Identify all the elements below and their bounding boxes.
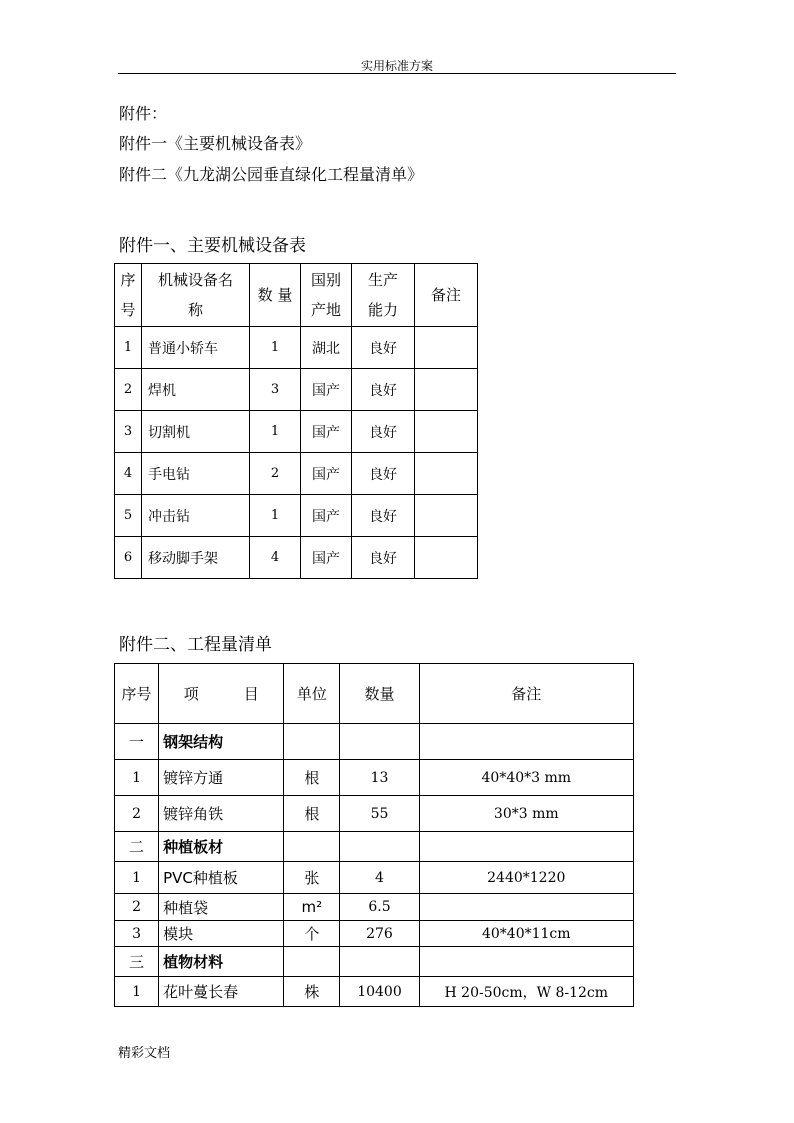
row-number: 2 [115, 894, 159, 921]
item-qty: 55 [340, 796, 419, 832]
item-name: PVC种植板 [159, 862, 284, 894]
table-row [115, 327, 478, 369]
group-qty [340, 724, 419, 760]
equipment-capacity: 良好 [352, 369, 415, 411]
item-note: 30*3 mm [419, 796, 633, 832]
row-number: 5 [115, 495, 142, 537]
col-unit-header: 单位 [284, 664, 340, 724]
item-qty: 4 [340, 862, 419, 894]
group-name: 种植板材 [159, 832, 284, 862]
equipment-name: 冲击钻 [142, 495, 250, 537]
row-number: 3 [115, 921, 159, 947]
equipment-capacity: 良好 [352, 327, 415, 369]
group-name: 植物材料 [159, 947, 284, 977]
row-number: 2 [115, 796, 159, 832]
col-capacity-header [352, 264, 415, 327]
item-qty: 276 [340, 921, 419, 947]
equipment-name: 切割机 [142, 411, 250, 453]
equipment-capacity: 良好 [352, 411, 415, 453]
group-unit [284, 947, 340, 977]
item-qty: 6.5 [340, 894, 419, 921]
equipment-note [415, 411, 478, 453]
equipment-qty: 3 [250, 369, 301, 411]
equipment-capacity: 良好 [352, 495, 415, 537]
equipment-origin: 国产 [301, 411, 352, 453]
table-row [115, 894, 634, 921]
table-row [115, 411, 478, 453]
group-number: 三 [115, 947, 159, 977]
col-seq-header-line2: 号 [120, 301, 136, 319]
item-unit: m² [284, 894, 340, 921]
col-name-header [142, 264, 250, 327]
group-number: 一 [115, 724, 159, 760]
header-rule [118, 73, 676, 74]
group-unit [284, 832, 340, 862]
item-unit: 根 [284, 796, 340, 832]
page-header: 实用标准方案 [360, 59, 433, 73]
item-note [419, 894, 633, 921]
item-name: 镀锌方通 [159, 760, 284, 796]
equipment-name: 焊机 [142, 369, 250, 411]
equipment-table [114, 263, 478, 579]
item-unit: 根 [284, 760, 340, 796]
equipment-origin: 国产 [301, 453, 352, 495]
quantities-section-title: 附件二、工程量清单 [119, 635, 272, 655]
equipment-name: 普通小轿车 [142, 327, 250, 369]
equipment-note [415, 537, 478, 579]
col-note-header: 备注 [415, 264, 478, 327]
col-seq-header: 序号 [115, 664, 159, 724]
group-unit [284, 724, 340, 760]
group-qty [340, 832, 419, 862]
equipment-qty: 1 [250, 327, 301, 369]
row-number: 1 [115, 327, 142, 369]
group-note [419, 832, 633, 862]
col-origin-header [301, 264, 352, 327]
item-note: 2440*1220 [419, 862, 633, 894]
equipment-origin: 国产 [301, 369, 352, 411]
equipment-capacity: 良好 [352, 453, 415, 495]
item-note: 40*40*11cm [419, 921, 633, 947]
col-seq-header-line1: 序 [120, 271, 136, 289]
item-unit: 个 [284, 921, 340, 947]
group-row [115, 947, 634, 977]
equipment-qty: 2 [250, 453, 301, 495]
table-row [115, 369, 478, 411]
page-footer: 精彩文档 [118, 1046, 171, 1061]
quantities-table [114, 663, 634, 1007]
table-row [115, 977, 634, 1007]
row-number: 3 [115, 411, 142, 453]
equipment-qty: 1 [250, 495, 301, 537]
item-name: 花叶蔓长春 [159, 977, 284, 1007]
group-note [419, 724, 633, 760]
col-seq-header [115, 264, 142, 327]
table-row [115, 862, 634, 894]
item-name: 模块 [159, 921, 284, 947]
attachments-label: 附件： [119, 104, 168, 123]
group-row [115, 832, 634, 862]
group-qty [340, 947, 419, 977]
item-unit: 张 [284, 862, 340, 894]
col-capacity-header-line1: 生产 [367, 271, 398, 289]
equipment-note [415, 495, 478, 537]
group-note [419, 947, 633, 977]
row-number: 4 [115, 453, 142, 495]
attachment-2-title: 附件二《九龙湖公园垂直绿化工程量清单》 [119, 165, 424, 184]
col-origin-header-line1: 国别 [310, 271, 341, 289]
quantities-header-row [115, 664, 634, 724]
equipment-capacity: 良好 [352, 537, 415, 579]
item-qty: 10400 [340, 977, 419, 1007]
equipment-note [415, 453, 478, 495]
col-note-header: 备注 [419, 664, 633, 724]
equipment-note [415, 327, 478, 369]
equipment-section-title: 附件一、主要机械设备表 [119, 236, 306, 256]
col-origin-header-line2: 产地 [310, 301, 341, 319]
row-number: 1 [115, 760, 159, 796]
col-name-header-line1: 机械设备名 [157, 271, 233, 289]
group-number: 二 [115, 832, 159, 862]
equipment-qty: 1 [250, 411, 301, 453]
table-row [115, 537, 478, 579]
item-qty: 13 [340, 760, 419, 796]
group-name: 钢架结构 [159, 724, 284, 760]
equipment-origin: 国产 [301, 495, 352, 537]
equipment-name: 手电钻 [142, 453, 250, 495]
row-number: 2 [115, 369, 142, 411]
row-number: 1 [115, 977, 159, 1007]
row-number: 6 [115, 537, 142, 579]
row-number: 1 [115, 862, 159, 894]
attachment-1-title: 附件一《主要机械设备表》 [119, 134, 312, 153]
equipment-origin: 湖北 [301, 327, 352, 369]
item-unit: 株 [284, 977, 340, 1007]
col-name-header-line2: 称 [187, 301, 203, 319]
item-name: 种植袋 [159, 894, 284, 921]
item-note: 40*40*3 mm [419, 760, 633, 796]
equipment-origin: 国产 [301, 537, 352, 579]
table-row [115, 495, 478, 537]
col-qty-header: 数量 [340, 664, 419, 724]
equipment-name: 移动脚手架 [142, 537, 250, 579]
table-row [115, 921, 634, 947]
col-qty-header: 数 量 [250, 264, 301, 327]
table-row [115, 760, 634, 796]
table-row [115, 796, 634, 832]
item-name: 镀锌角铁 [159, 796, 284, 832]
item-note: H 20-50cm，W 8-12cm [419, 977, 633, 1007]
col-capacity-header-line2: 能力 [367, 301, 398, 319]
equipment-qty: 4 [250, 537, 301, 579]
table-row [115, 453, 478, 495]
col-item-header: 项 目 [159, 664, 284, 724]
equipment-header-row [115, 264, 478, 327]
equipment-note [415, 369, 478, 411]
group-row [115, 724, 634, 760]
